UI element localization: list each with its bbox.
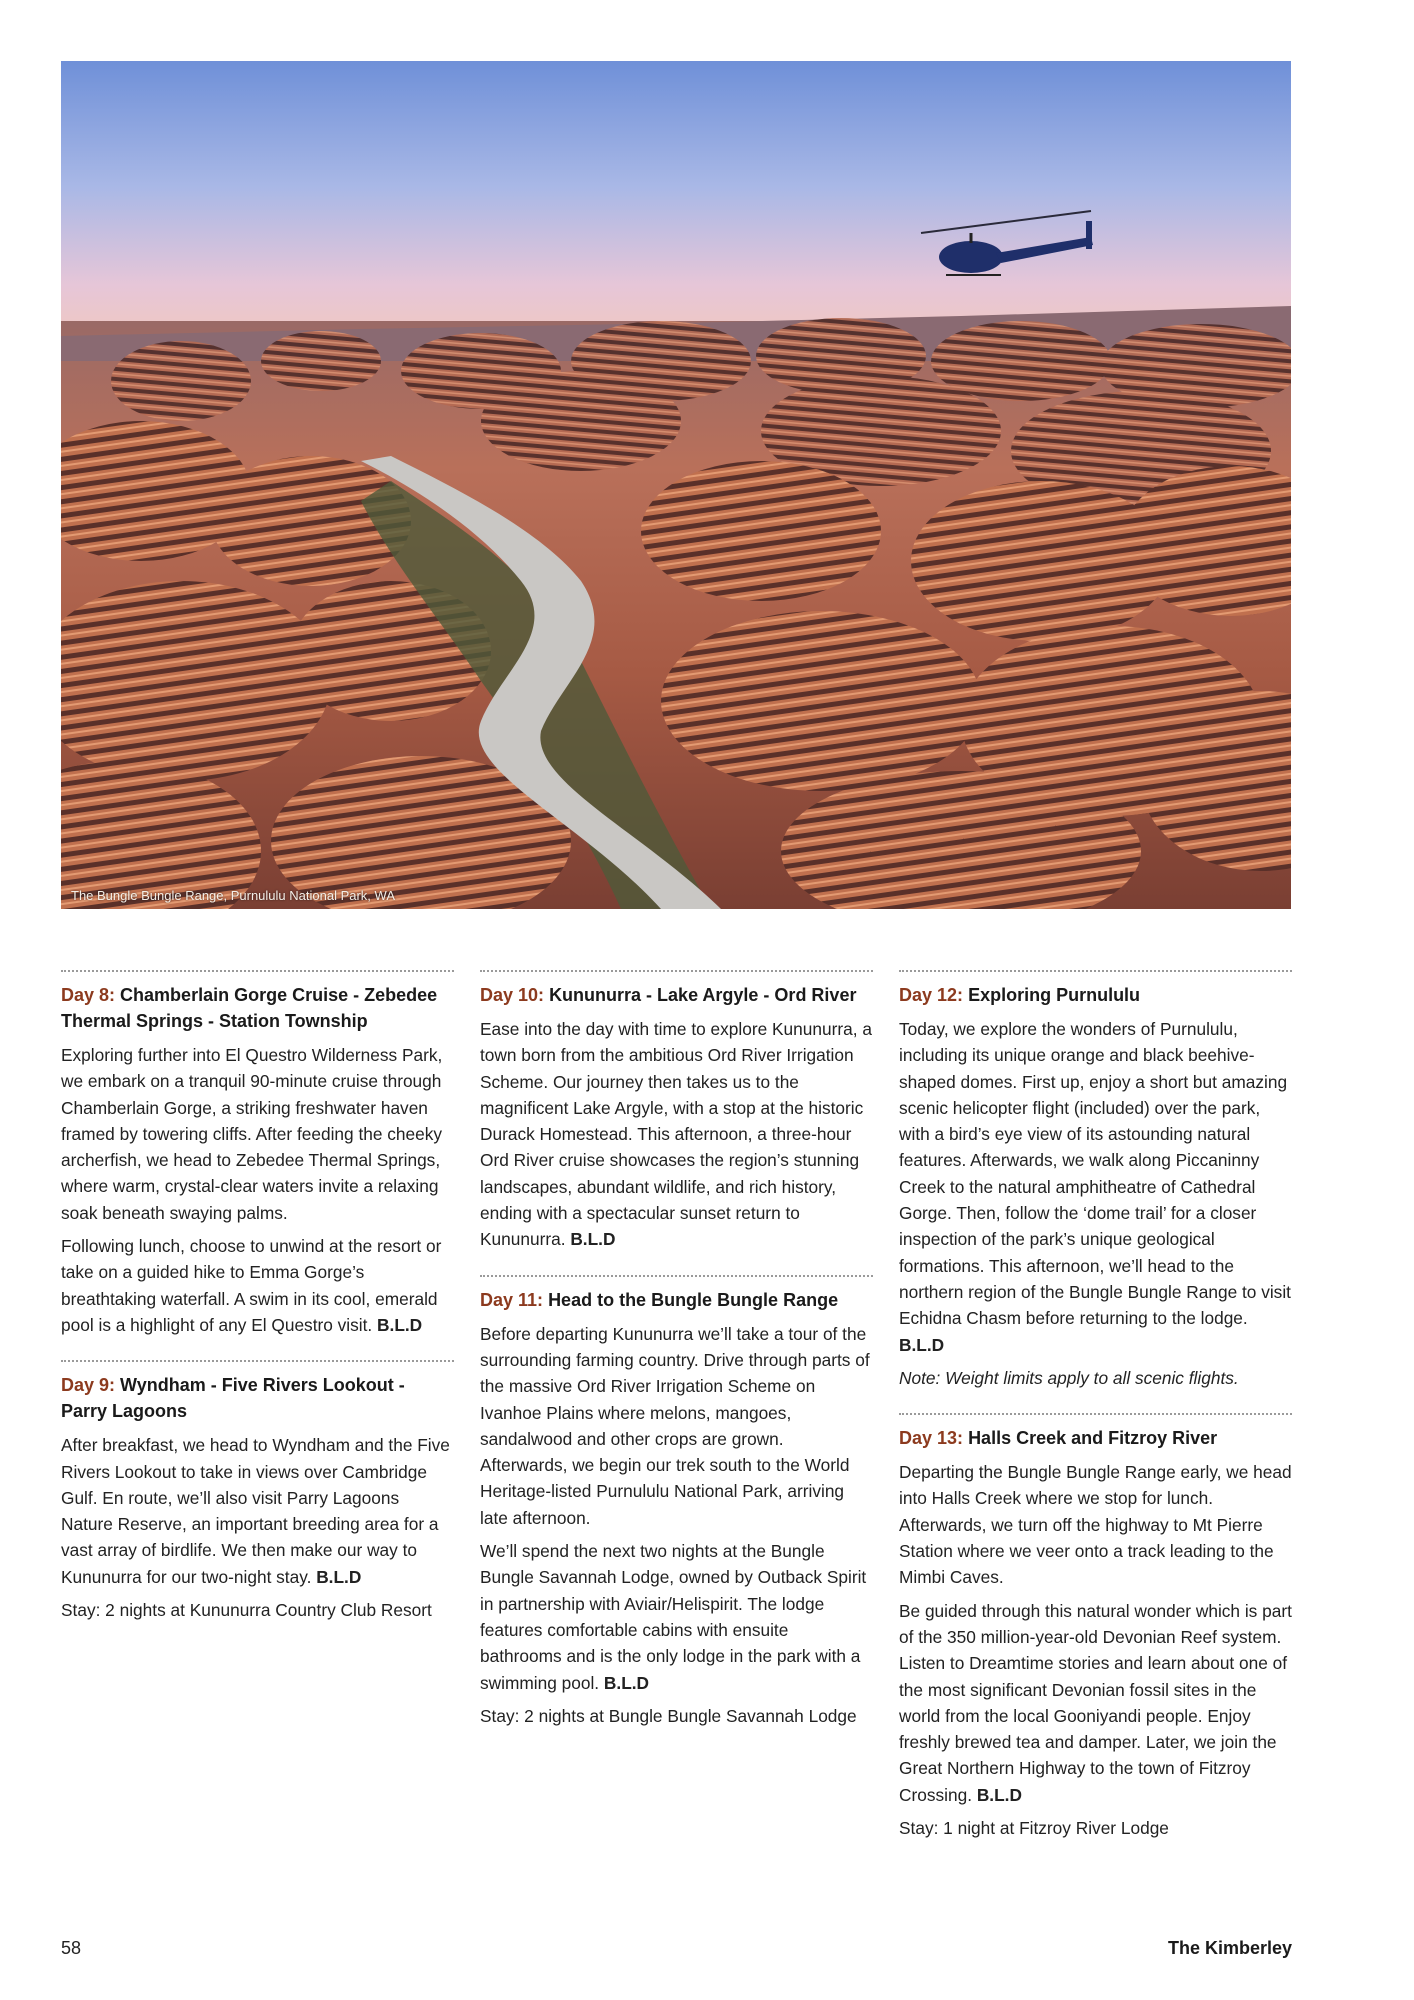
day-10-title: Kununurra - Lake Argyle - Ord River: [549, 985, 857, 1005]
day-13-label: Day 13:: [899, 1428, 964, 1449]
day-11-paragraph-2: We’ll spend the next two nights at the Bungle Bungle Savannah Lodge, owned by Outback Spirit in partnership with Aviair/Helispirit. The lodge features comfortable cabins with ensuite bathrooms and is the only lodge in the park with a swimming pool. B.L.D: [480, 1541, 867, 1693]
day-9-paragraph-1: After breakfast, we head to Wyndham and the Five Rivers Lookout to take in views over Cambridge Gulf. En route, we’ll also visit Parry Lagoons Nature Reserve, an important breeding area for a vast array of birdlife. We then make our way to Kununurra for our two-night stay. B.L.D: [61, 1435, 450, 1587]
day-9-section: [61, 1360, 454, 1623]
day-10-section: [480, 970, 873, 1253]
day-13-meals: B.L.D: [976, 1784, 1022, 1805]
day-13-paragraph-1: Departing the Bungle Bungle Range early, we head into Halls Creek where we stop for lunch. Afterwards, we turn off the highway to Mt Pierre Station where we veer onto a track leading to the Mimbi Caves.: [899, 1462, 1292, 1588]
day-12-paragraph-1: Today, we explore the wonders of Purnululu, including its unique orange and black beehive-shaped domes. First up, enjoy a short but amazing scenic helicopter flight (included) over the park, with a bird’s eye view of its astounding natural features. Afterwards, we walk along Piccaninny Creek to the natural amphitheatre of Cathedral Gorge. Then, follow the ‘dome trail’ for a closer inspection of the park’s unique geological formations. This afternoon, we’ll head to the northern region of the Bungle Bungle Range to visit Echidna Chasm before returning to the lodge. B.L.D: [899, 1019, 1291, 1355]
day-11-stay: Stay: 2 nights at Bungle Bungle Savannah Lodge: [480, 1705, 857, 1726]
day-9-meals: B.L.D: [316, 1566, 362, 1587]
day-12-heading: [899, 982, 1292, 1008]
hero-photo: [61, 61, 1291, 909]
day-9-heading: [61, 1372, 454, 1424]
day-10-meals: B.L.D: [570, 1229, 616, 1250]
day-9-label: Day 9:: [61, 1375, 116, 1396]
day-8-meals: B.L.D: [377, 1314, 423, 1335]
day-8-section: [61, 970, 454, 1338]
day-13-section: [899, 1413, 1292, 1841]
day-10-paragraph-1: Ease into the day with time to explore Kununurra, a town born from the ambitious Ord River Irrigation Scheme. Our journey then takes us to the magnificent Lake Argyle, with a stop at the historic Durack Homestead. This afternoon, a three-hour Ord River cruise showcases the region’s stunning landscapes, abundant wildlife, and rich history, ending with a spectacular sunset return to Kununurra. B.L.D: [480, 1019, 872, 1250]
day-8-title: Chamberlain Gorge Cruise - Zebedee Thermal Springs - Station Township: [61, 985, 438, 1031]
day-8-heading: [61, 982, 454, 1034]
day-11-meals: B.L.D: [603, 1672, 650, 1693]
photo-caption: The Bungle Bungle Range, Purnululu National Park, WA: [71, 888, 395, 903]
day-13-title: Halls Creek and Fitzroy River: [968, 1428, 1218, 1449]
day-12-meals: B.L.D: [899, 1334, 945, 1355]
day-12-note: Note: Weight limits apply to all scenic flights.: [899, 1367, 1239, 1388]
day-10-heading: [480, 982, 873, 1008]
day-9-title: Wyndham - Five Rivers Lookout - Parry Lagoons: [61, 1375, 405, 1422]
day-11-title: Head to the Bungle Bungle Range: [548, 1289, 839, 1310]
day-11-paragraph-1: Before departing Kununurra we’ll take a tour of the surrounding farming country. Drive through parts of the massive Ord River Irrigation Scheme on Ivanhoe Plains where melons, mangoes, sandalwood and other crops are grown. Afterwards, we begin our trek south to the World Heritage-listed Purnululu National Park, arriving late afternoon.: [480, 1323, 870, 1528]
itinerary-column-2: [480, 970, 873, 1751]
day-12-section: [899, 970, 1292, 1391]
itinerary-column-1: [61, 970, 454, 1645]
day-11-section: [480, 1275, 873, 1729]
day-11-label: Day 11:: [480, 1289, 544, 1310]
day-8-paragraph-1: Exploring further into El Questro Wilderness Park, we embark on a tranquil 90-minute cruise through Chamberlain Gorge, a striking freshwater haven framed by towering cliffs. After feeding the cheeky archerfish, we head to Zebedee Thermal Springs, where warm, crystal-clear waters invite a relaxing soak beneath swaying palms.: [61, 1045, 443, 1223]
itinerary-column-3: [899, 970, 1292, 1863]
day-12-label: Day 12:: [899, 985, 964, 1005]
day-10-label: Day 10:: [480, 985, 545, 1005]
section-title: The Kimberley: [1167, 1938, 1292, 1958]
day-13-heading: [899, 1425, 1292, 1451]
day-8-label: Day 8:: [61, 985, 116, 1005]
day-13-paragraph-2: Be guided through this natural wonder which is part of the 350 million-year-old Devonian Reef system. Listen to Dreamtime stories and learn about one of the most significant Devonian fossil sites in the world from the local Gooniyandi people. Enjoy freshly brewed tea and damper. Later, we join the Great Northern Highway to the town of Fitzroy Crossing. B.L.D: [899, 1600, 1292, 1805]
day-11-heading: [480, 1287, 873, 1313]
bungle-bungle-landscape-illustration: [61, 61, 1291, 909]
day-13-stay: Stay: 1 night at Fitzroy River Lodge: [899, 1818, 1169, 1839]
day-8-paragraph-2: Following lunch, choose to unwind at the resort or take on a guided hike to Emma Gorge’s breathtaking waterfall. A swim in its cool, emerald pool is a highlight of any El Questro visit. B.L.D: [61, 1236, 442, 1335]
day-12-title: Exploring Purnululu: [968, 985, 1141, 1005]
day-9-stay: Stay: 2 nights at Kununurra Country Club Resort: [61, 1600, 432, 1621]
page-number: 58: [61, 1938, 82, 1958]
